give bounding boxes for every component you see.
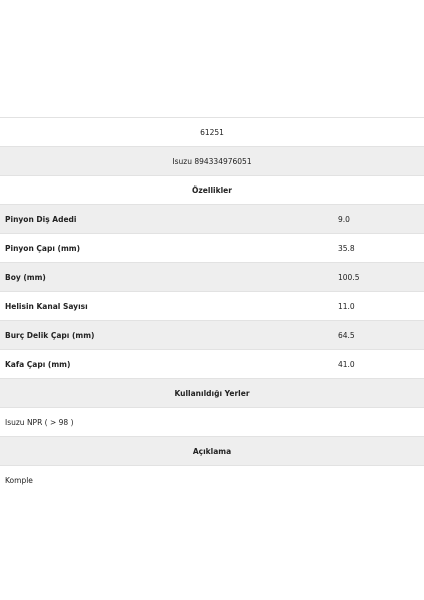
description-row xyxy=(0,466,424,494)
spec-value: 35.8 xyxy=(338,243,355,253)
specs-header: Özellikler xyxy=(192,185,232,195)
product-code-row xyxy=(0,118,424,147)
spec-row xyxy=(0,321,424,350)
spec-label: Helisin Kanal Sayısı xyxy=(5,301,88,311)
spec-row xyxy=(0,234,424,263)
usage-text: Isuzu NPR ( > 98 ) xyxy=(5,417,74,427)
spec-value: 100.5 xyxy=(338,272,360,282)
product-code: 61251 xyxy=(200,127,224,137)
specs-header-row xyxy=(0,176,424,205)
spec-value: 41.0 xyxy=(338,359,355,369)
description-header-row xyxy=(0,437,424,466)
product-spec-table xyxy=(0,117,424,494)
spec-label: Boy (mm) xyxy=(5,272,46,282)
spec-row xyxy=(0,263,424,292)
spec-value: 64.5 xyxy=(338,330,355,340)
spec-value: 9.0 xyxy=(338,214,350,224)
usage-header: Kullanıldığı Yerler xyxy=(174,388,250,398)
oem-number-row xyxy=(0,147,424,176)
spec-value: 11.0 xyxy=(338,301,355,311)
oem-number: Isuzu 894334976051 xyxy=(172,156,252,166)
spec-label: Pinyon Çapı (mm) xyxy=(5,243,80,253)
description-header: Açıklama xyxy=(192,446,232,456)
spec-row xyxy=(0,292,424,321)
description-text: Komple xyxy=(5,475,33,485)
spec-label: Kafa Çapı (mm) xyxy=(5,359,71,369)
spec-row xyxy=(0,205,424,234)
usage-row xyxy=(0,408,424,437)
spec-row xyxy=(0,350,424,379)
usage-header-row xyxy=(0,379,424,408)
spec-label: Pinyon Diş Adedi xyxy=(5,214,77,224)
spec-label: Burç Delik Çapı (mm) xyxy=(5,330,95,340)
